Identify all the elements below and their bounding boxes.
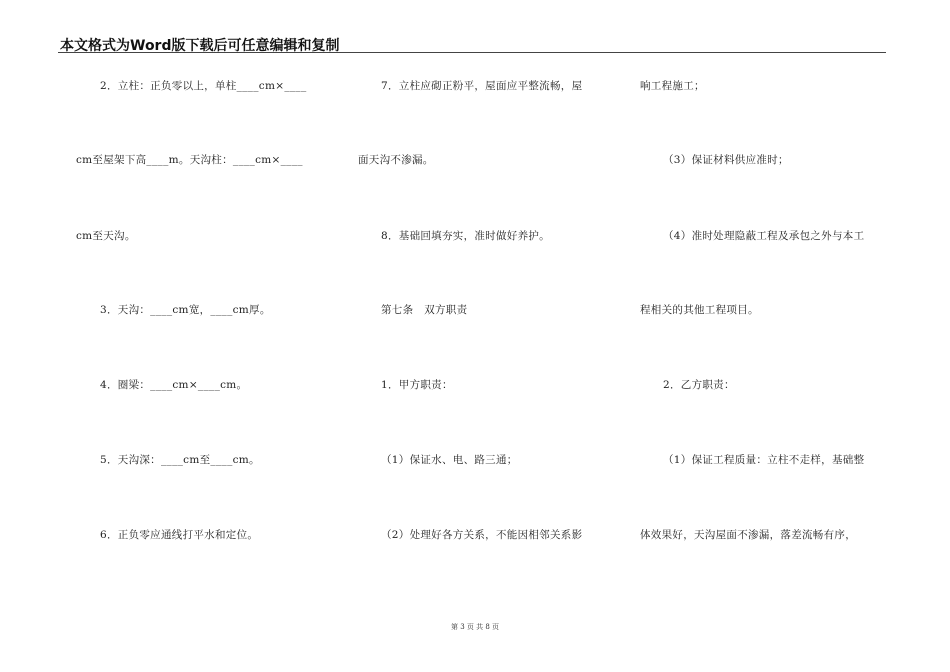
text-line: 3．天沟：____cm宽，____cm厚。 — [100, 304, 271, 316]
text-line: （1）保证水、电、路三通； — [381, 454, 518, 466]
text-line: 体效果好，天沟屋面不渗漏，落差流畅有序， — [640, 529, 856, 541]
section-heading: 第七条 双方职责 — [381, 304, 468, 316]
text-line: cm至屋架下高____m。天沟柱：____cm×____ — [76, 154, 303, 166]
text-line: （3）保证材料供应准时； — [663, 154, 789, 166]
page-number: 第 3 页 共 8 页 — [450, 623, 500, 631]
text-line: 8．基础回填夯实，准时做好养护。 — [381, 230, 550, 242]
text-line: 程相关的其他工程项目。 — [640, 304, 759, 316]
text-line: 5．天沟深：____cm至____cm。 — [100, 454, 260, 466]
text-line: 4．圈梁：____cm×____cm。 — [100, 379, 248, 391]
page-header-title: 本文格式为Word版下载后可任意编辑和复制 — [60, 38, 340, 54]
text-line: 响工程施工； — [640, 80, 705, 92]
text-line: （2）处理好各方关系，不能因相邻关系影 — [381, 529, 583, 541]
text-line: 1．甲方职责： — [381, 379, 453, 391]
text-line: （4）准时处理隐蔽工程及承包之外与本工 — [663, 230, 865, 242]
text-line: 2．乙方职责： — [663, 379, 735, 391]
text-line: 7．立柱应砌正粉平，屋面应平整流畅，屋 — [381, 80, 583, 92]
text-line: cm至天沟。 — [76, 230, 136, 242]
text-line: 6．正负零应通线打平水和定位。 — [100, 529, 259, 541]
text-line: 2．立柱：正负零以上，单柱____cm×____ — [100, 80, 307, 92]
text-line: 面天沟不渗漏。 — [358, 154, 434, 166]
text-line: （1）保证工程质量：立柱不走样，基础整 — [663, 454, 865, 466]
header-divider — [58, 52, 886, 53]
